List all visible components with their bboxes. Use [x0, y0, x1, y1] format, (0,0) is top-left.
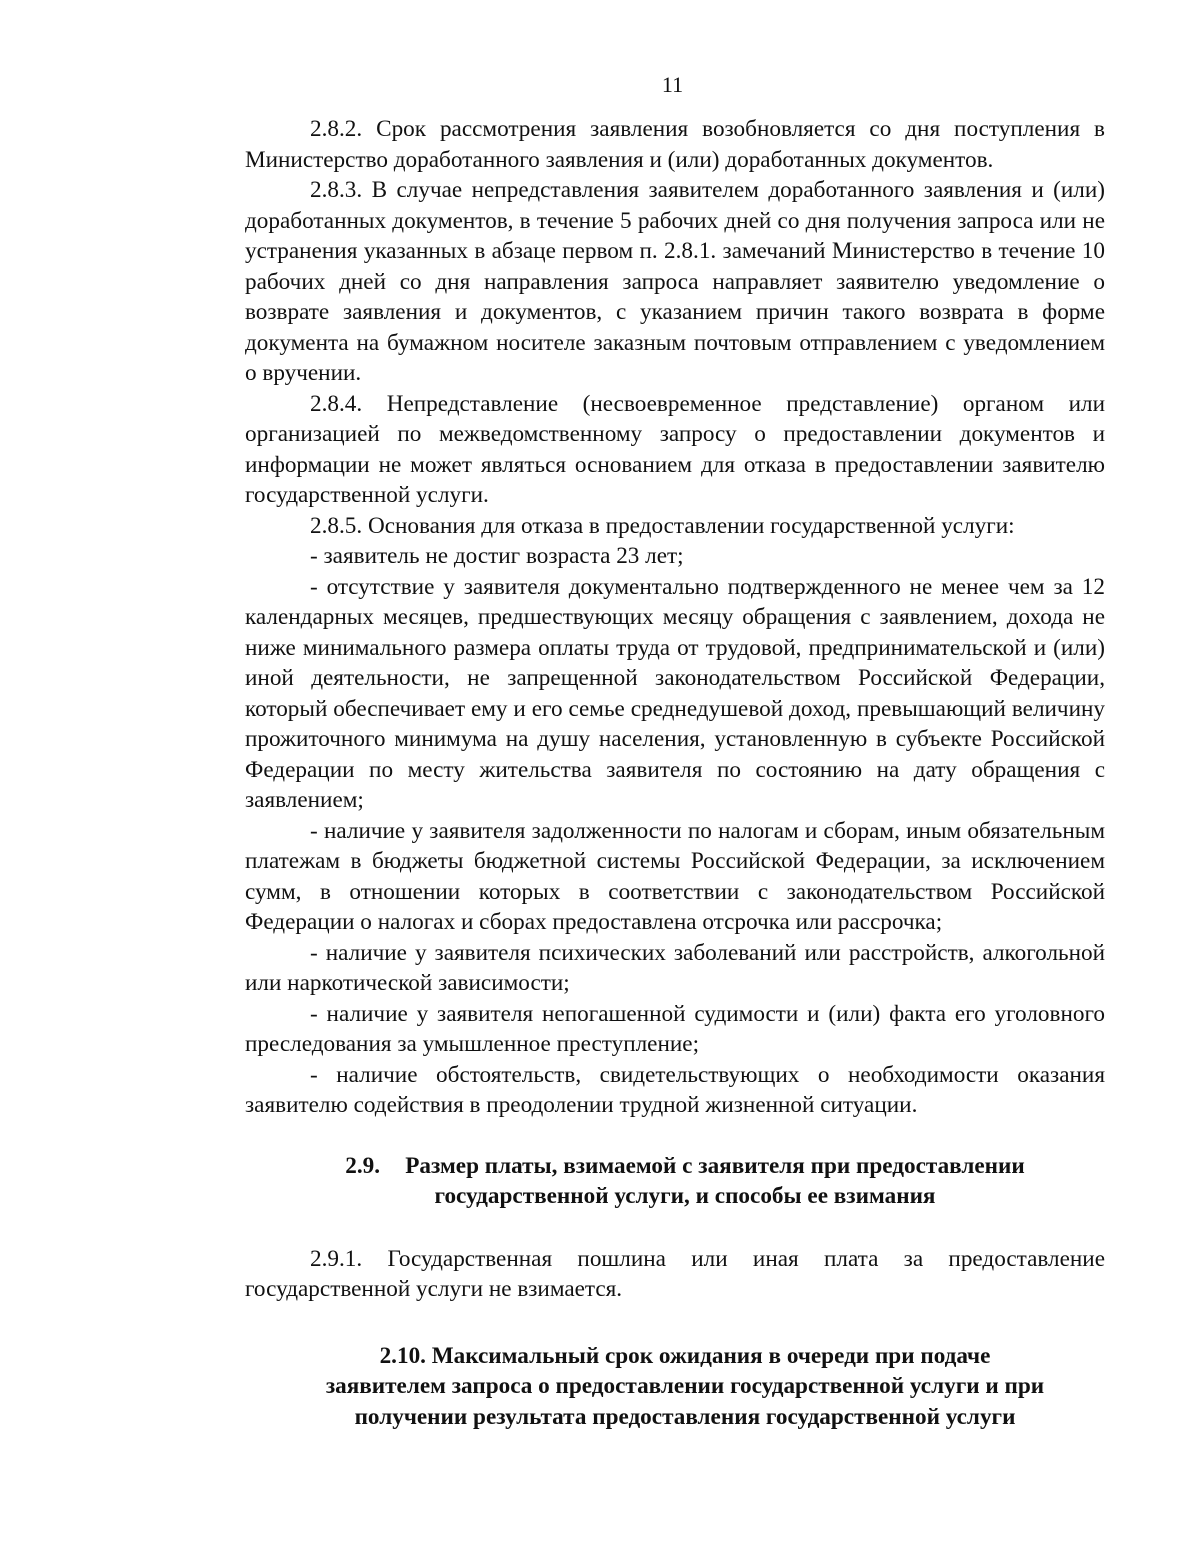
page-number: 11: [661, 72, 684, 97]
section-2-10-heading-line1: 2.10. Максимальный срок ожидания в очереди при подаче: [379, 1342, 991, 1369]
list-item-income: - отсутствие у заявителя документально подтвержденного не менее чем за 12 календарных месяцев, предшествующих месяцу обращения с заявлением, дохода не ниже минимального размера оплаты труда от трудовой, предпринимательской и (или) иной деятельности, не запрещенной законодательством Российской Федерации, который обеспечивает ему и его семье среднедушевой доход, превышающий величину прожиточного минимума на душу населения, установленную в субъекте Российской Федерации по месту жительства заявителя по состоянию на дату обращения с заявлением;: [245, 573, 1105, 813]
paragraph-2-8-4: 2.8.4. Непредставление (несвоевременное представление) органом или организацией по межведомственному запросу о предоставлении документов и информации не может являться основанием для отказа в предоставлении заявителю государственной услуги.: [245, 390, 1105, 508]
list-item-illness: - наличие у заявителя психических заболеваний или расстройств, алкогольной или наркотической зависимости;: [245, 939, 1105, 996]
document-body: [245, 114, 1105, 1432]
section-2-9-heading-line1: [265, 1151, 1105, 1182]
list-item-debt: - наличие у заявителя задолженности по налогам и сборам, иным обязательным платежам в бюджеты бюджетной системы Российской Федерации, за исключением сумм, в отношении которых в соответствии с законодательством Российской Федерации о налогах и сборах предоставлена отсрочка или рассрочка;: [245, 817, 1105, 935]
list-item-circumstances: - наличие обстоятельств, свидетельствующих о необходимости оказания заявителю содействия в преодолении трудной жизненной ситуации.: [245, 1061, 1105, 1118]
paragraph-2-8-2: 2.8.2. Срок рассмотрения заявления возобновляется со дня поступления в Министерство доработанного заявления и (или) доработанных документов.: [245, 116, 1105, 173]
section-2-9-title-part1: Размер платы, взимаемой с заявителя при предоставлении: [405, 1152, 1025, 1179]
section-2-9-number: 2.9.: [345, 1152, 381, 1179]
section-2-10-heading: [245, 1341, 1105, 1433]
section-2-9-heading: [245, 1151, 1105, 1212]
paragraph-2-8-3: 2.8.3. В случае непредставления заявителем доработанного заявления и (или) доработанных документов, в течение 5 рабочих дней со дня получения запроса или не устранения указанных в абзаце первом п. 2.8.1. замечаний Министерство в течение 10 рабочих дней со дня направления запроса направляет заявителю уведомление о возврате заявления и документов, с указанием причин такого возврата в форме документа на бумажном носителе заказным почтовым отправлением с уведомлением о вручении.: [245, 177, 1105, 386]
section-2-10-heading-line2: заявителем запроса о предоставлении государственной услуги и при: [325, 1373, 1045, 1399]
list-item-age: - заявитель не достиг возраста 23 лет;: [310, 543, 684, 569]
paragraph-2-8-5: 2.8.5. Основания для отказа в предоставлении государственной услуги:: [310, 512, 1015, 539]
section-2-10-heading-line3: получении результата предоставления государственной услуги: [354, 1403, 1016, 1430]
section-2-9-heading-line2: государственной услуги, и способы ее взимания: [434, 1183, 936, 1209]
paragraph-2-9-1: 2.9.1. Государственная пошлина или иная плата за предоставление государственной услуги не взимается.: [245, 1245, 1105, 1302]
list-item-conviction: - наличие у заявителя непогашенной судимости и (или) факта его уголовного преследования за умышленное преступление;: [245, 1000, 1105, 1057]
